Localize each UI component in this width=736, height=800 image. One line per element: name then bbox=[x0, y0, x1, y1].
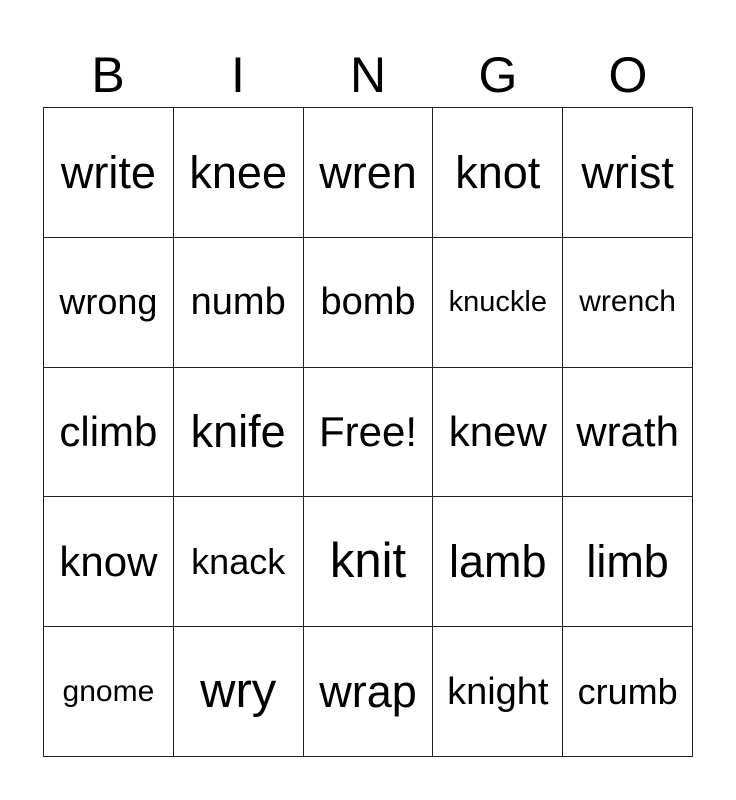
header-letter-i: I bbox=[231, 47, 245, 103]
bingo-cell[interactable]: gnome bbox=[44, 627, 174, 757]
bingo-cell[interactable]: knew bbox=[433, 368, 563, 498]
header-letter-n: N bbox=[349, 47, 387, 103]
bingo-cell[interactable]: knight bbox=[433, 627, 563, 757]
bingo-cell[interactable]: knuckle bbox=[433, 238, 563, 368]
bingo-cell[interactable]: limb bbox=[563, 497, 693, 627]
bingo-cell[interactable]: know bbox=[44, 497, 174, 627]
bingo-cell[interactable]: knot bbox=[433, 108, 563, 238]
bingo-cell[interactable]: wrist bbox=[563, 108, 693, 238]
bingo-board bbox=[43, 107, 693, 757]
bingo-cell[interactable]: wren bbox=[304, 108, 434, 238]
bingo-free-space[interactable]: Free! bbox=[304, 368, 434, 498]
bingo-cell[interactable]: crumb bbox=[563, 627, 693, 757]
bingo-cell[interactable]: bomb bbox=[304, 238, 434, 368]
header-letter-b: B bbox=[91, 47, 125, 103]
bingo-cell[interactable]: wrath bbox=[563, 368, 693, 498]
bingo-cell[interactable]: lamb bbox=[433, 497, 563, 627]
bingo-cell[interactable]: knit bbox=[304, 497, 434, 627]
bingo-cell[interactable]: wrong bbox=[44, 238, 174, 368]
header-letter-g: G bbox=[478, 47, 518, 103]
bingo-cell[interactable]: wrap bbox=[304, 627, 434, 757]
header-letter-o: O bbox=[608, 47, 648, 103]
bingo-cell[interactable]: numb bbox=[174, 238, 304, 368]
bingo-cell[interactable]: wry bbox=[174, 627, 304, 757]
bingo-cell[interactable]: knee bbox=[174, 108, 304, 238]
bingo-header bbox=[43, 44, 693, 106]
bingo-cell[interactable]: write bbox=[44, 108, 174, 238]
bingo-cell[interactable]: wrench bbox=[563, 238, 693, 368]
bingo-cell[interactable]: climb bbox=[44, 368, 174, 498]
bingo-cell[interactable]: knack bbox=[174, 497, 304, 627]
bingo-cell[interactable]: knife bbox=[174, 368, 304, 498]
